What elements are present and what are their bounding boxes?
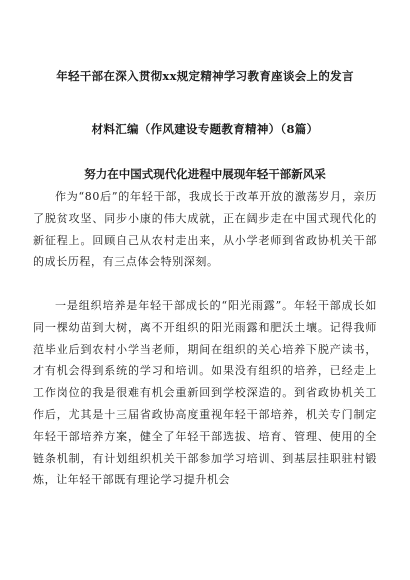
document-title-line-2: 材料汇编（作风建设专题教育精神）（8篇） [91, 122, 319, 136]
body-paragraph-2: 一是组织培养是年轻干部成长的“阳光雨露”。年轻干部成长如同一棵幼苗到大树，离不开组织的阳光雨露和肥沃土壤。记得我师范毕业后到农村小学当老师，期间在组织的关心培养下脱产读书，才有机会得到系统的学习和培训。如果没有组织的培养，已经走上工作岗位的我是很难有机会重新回到学校深造的。到省政协机关工作后，尤其是十三届省政协高度重视年轻干部培养，机关专门制定年轻干部培养方案，健全了年轻干部选拔、培育、管理、使用的全链条机制，有计划组织机关干部参加学习培训、到基层挂职驻村锻炼，让年轻干部既有理论学习提升机会 [33, 299, 377, 487]
document-title-line-1: 年轻干部在深入贯彻xx规定精神学习教育座谈会上的发言 [56, 69, 354, 83]
section-subtitle: 努力在中国式现代化进程中展现年轻干部新风采 [84, 167, 326, 181]
body-paragraph-1: 作为“80后”的年轻干部，我成长于改革开放的激荡岁月，亲历了脱贫攻坚、同步小康的伟大成就，正在阔步走在中国式现代化的新征程上。回顾自己从农村走出来，从小学老师到省政协机关干部的成长历程，有三点体会特别深刻。 [33, 190, 377, 269]
